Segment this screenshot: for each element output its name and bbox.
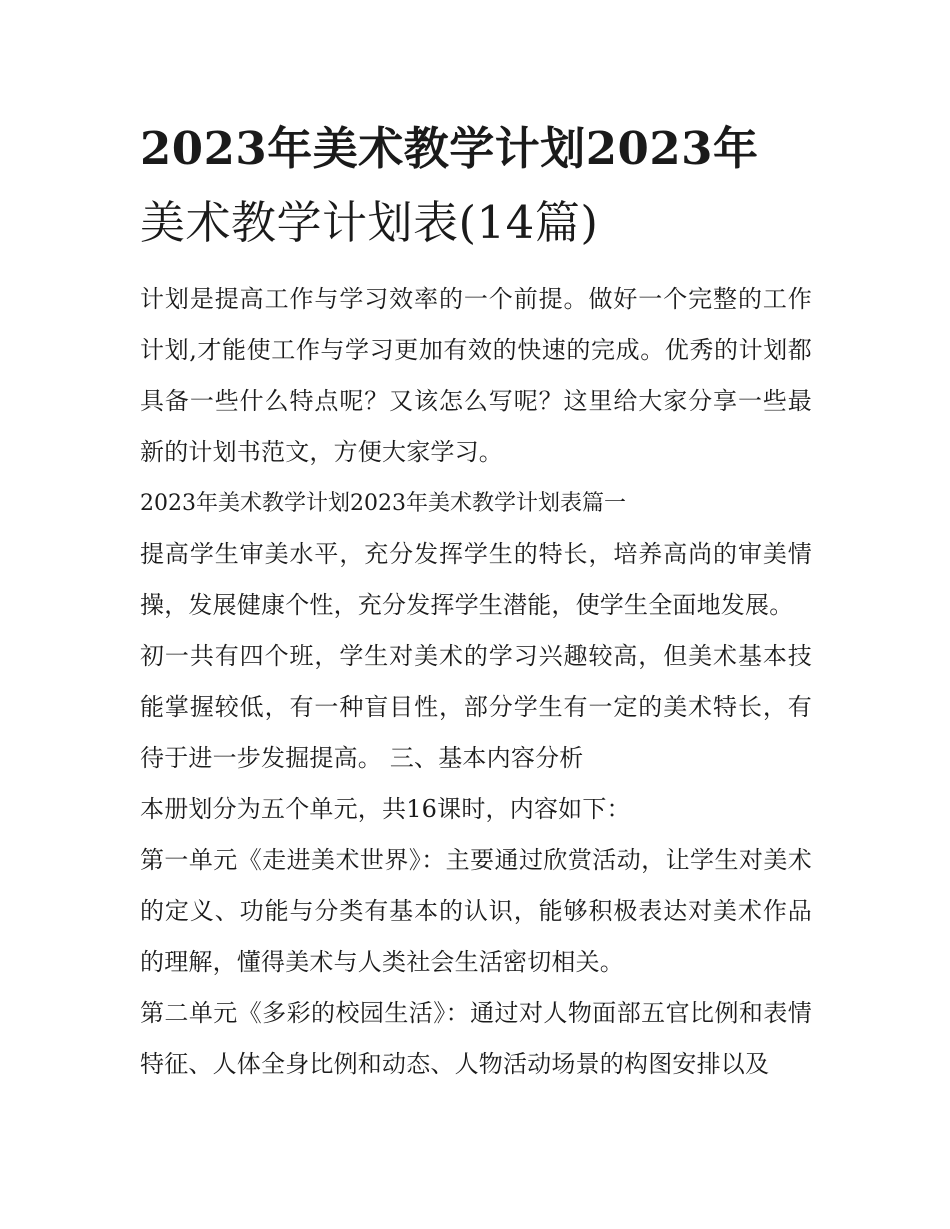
intro-paragraph: 计划是提高工作与学习效率的一个前提。做好一个完整的工作计划,才能使工作与学习更加有效的快速的完成。优秀的计划都具备一些什么特点呢？又该怎么写呢？这里给大家分享一些最新的计划书范文，方便大家学习。 (140, 285, 812, 466)
unit-two-paragraph: 第二单元《多彩的校园生活》：通过对人物面部五官比例和表情特征、人体全身比例和动态、人物活动场景的构图安排以及 (140, 999, 812, 1078)
title-line-1: 2023年美术教学计划2023年 (140, 122, 759, 175)
goal-paragraph: 提高学生审美水平，充分发挥学生的特长，培养高尚的审美情操，发展健康个性，充分发挥学生潜能，使学生全面地发展。 (140, 540, 812, 619)
unit-one-paragraph: 第一单元《走进美术世界》：主要通过欣赏活动，让学生对美术的定义、功能与分类有基本的认识，能够积极表达对美术作品的理解，懂得美术与人类社会生活密切相关。 (140, 846, 812, 976)
student-analysis-paragraph: 初一共有四个班，学生对美术的学习兴趣较高，但美术基本技能掌握较低，有一种盲目性，部分学生有一定的美术特长，有待于进一步发掘提高。 三、基本内容分析 (140, 642, 812, 772)
document-page (140, 112, 812, 1090)
content-overview-paragraph: 本册划分为五个单元，共16课时，内容如下： (140, 795, 631, 823)
title-line-2: 美术教学计划表(14篇) (140, 196, 599, 249)
section-heading-1: 2023年美术教学计划2023年美术教学计划表篇一 (140, 491, 626, 516)
document-title (140, 112, 812, 260)
